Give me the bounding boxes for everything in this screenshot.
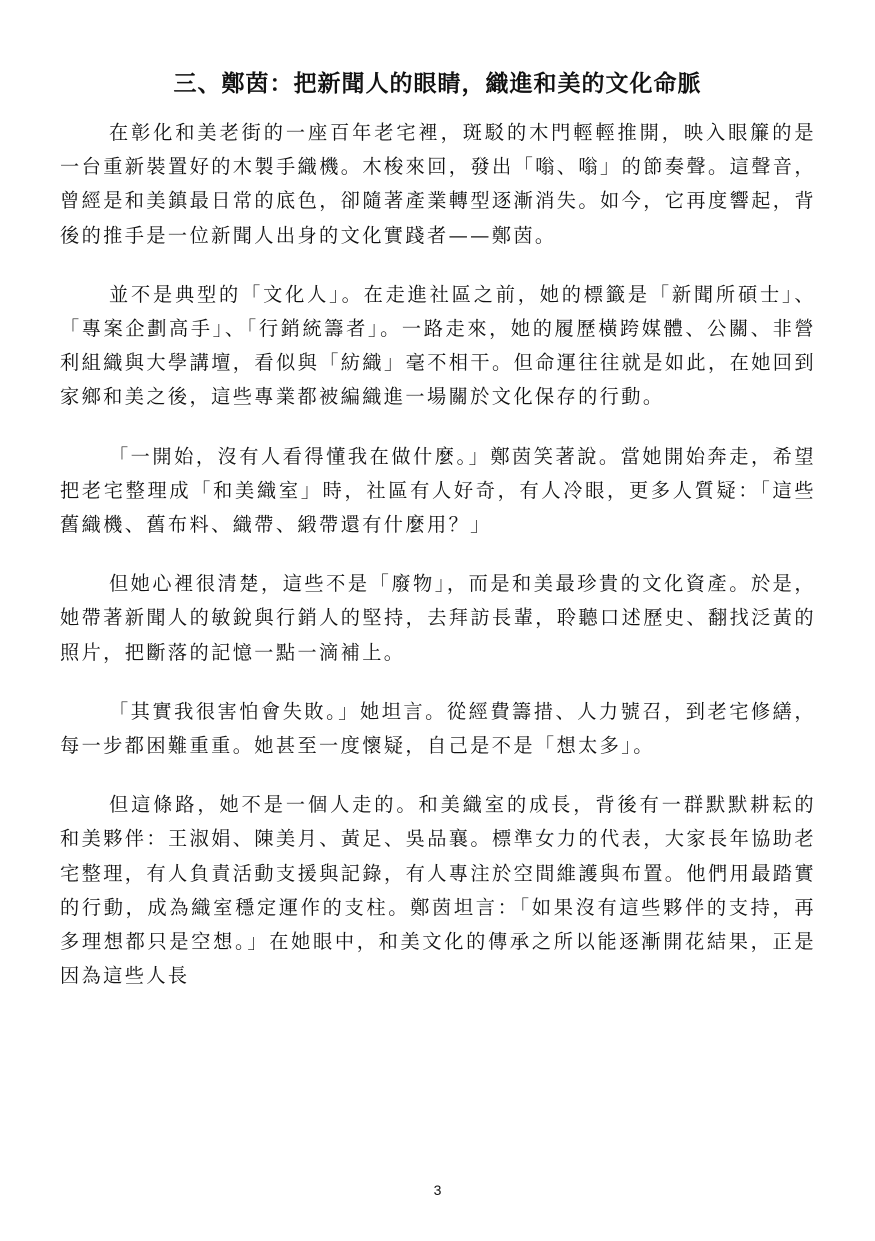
paragraph-3: 「一開始，沒有人看得懂我在做什麼。」鄭茵笑著說。當她開始奔走，希望把老宅整理成「和美織室」時，社區有人好奇，有人冷眼，更多人質疑：「這些舊織機、舊布料、織帶、緞帶還有什麼用？」 [60, 444, 816, 537]
page-number: 3 [433, 1182, 442, 1198]
paragraph-5: 「其實我很害怕會失敗。」她坦言。從經費籌措、人力號召，到老宅修繕，每一步都困難重重。她甚至一度懷疑，自己是不是「想太多」。 [60, 699, 816, 758]
paragraph-1: 在彰化和美老街的一座百年老宅裡，斑駁的木門輕輕推開，映入眼簾的是一台重新裝置好的木製手織機。木梭來回，發出「嗡、嗡」的節奏聲。這聲音，曾經是和美鎮最日常的底色，卻隨著產業轉型逐漸消失。如今，它再度響起，背後的推手是一位新聞人出身的文化實踐者——鄭茵。 [60, 121, 816, 247]
paragraph-6: 但這條路，她不是一個人走的。和美織室的成長，背後有一群默默耕耘的和美夥伴：王淑娟、陳美月、黃足、吳品襄。標準女力的代表，大家長年協助老宅整理，有人負責活動支援與記錄，有人專注於空間維護與布置。他們用最踏實的行動，成為織室穩定運作的支柱。鄭茵坦言：「如果沒有這些夥伴的支持，再多理想都只是空想。」在她眼中，和美文化的傳承之所以能逐漸開花結果，正是因為這些人長 [60, 793, 816, 988]
section-title: 三、鄭茵：把新聞人的眼睛，織進和美的文化命脈 [173, 71, 702, 97]
paragraph-4: 但她心裡很清楚，這些不是「廢物」，而是和美最珍貴的文化資產。於是，她帶著新聞人的敏銳與行銷人的堅持，去拜訪長輩，聆聽口述歷史、翻找泛黃的照片，把斷落的記憶一點一滴補上。 [60, 572, 816, 664]
paragraph-2: 並不是典型的「文化人」。在走進社區之前，她的標籤是「新聞所碩士」、「專案企劃高手」、「行銷統籌者」。一路走來，她的履歷橫跨媒體、公關、非營利組織與大學講壇，看似與「紡織」毫不相干。但命運往往就是如此，在她回到家鄉和美之後，這些專業都被編織進一場關於文化保存的行動。 [60, 282, 816, 409]
article-body [60, 116, 816, 993]
